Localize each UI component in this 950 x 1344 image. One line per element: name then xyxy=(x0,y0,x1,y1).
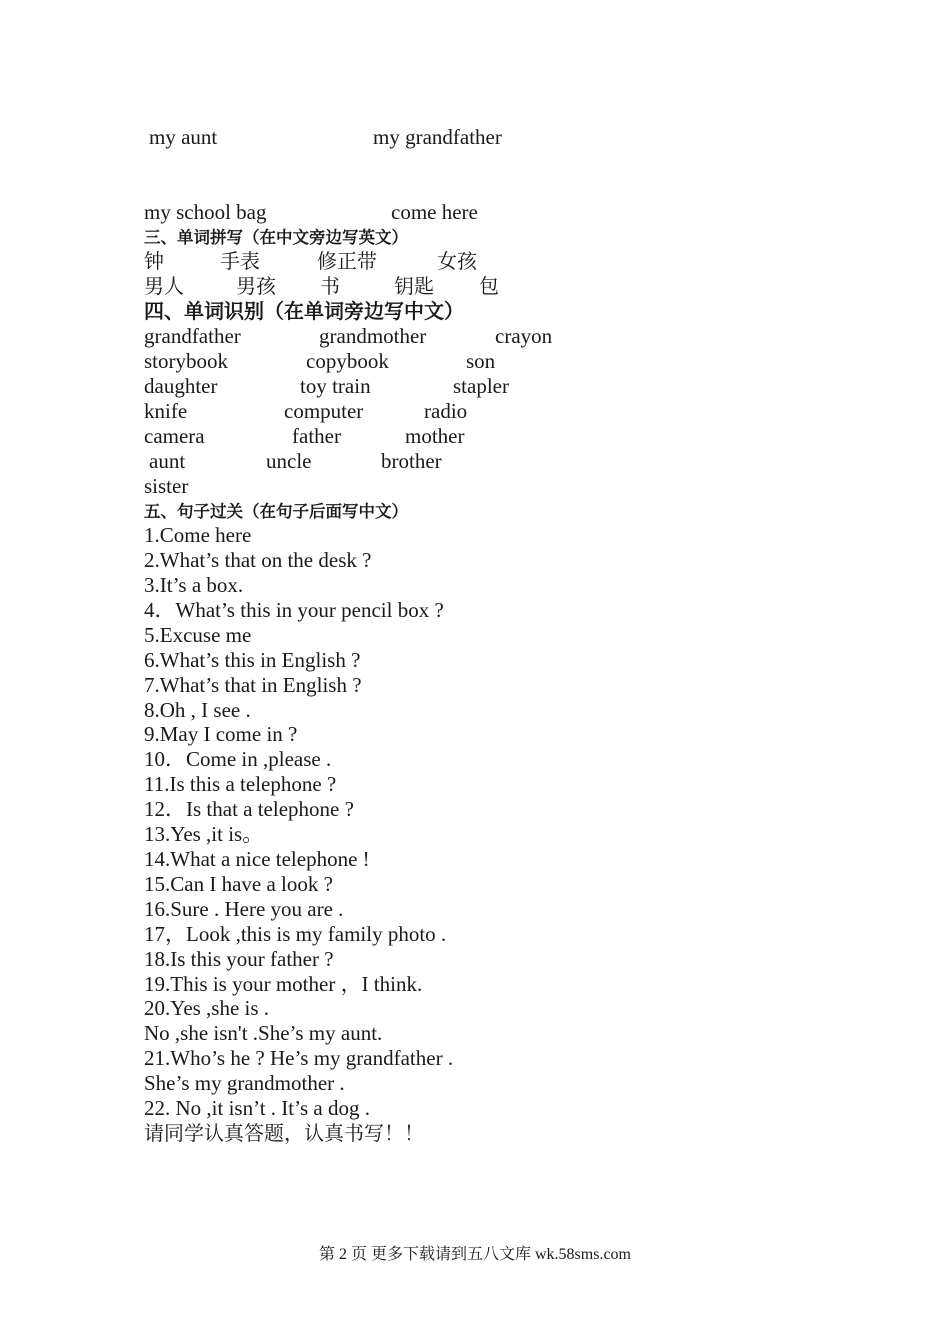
sentence-line: 11.Is this a telephone ? xyxy=(144,772,337,796)
sentence-line: 4．What’s this in your pencil box ? xyxy=(144,598,444,622)
english-word: storybook xyxy=(144,349,228,373)
chinese-word: 包 xyxy=(479,274,499,298)
sentence-line: 9.May I come in ? xyxy=(144,722,298,746)
sentence-line: 19.This is your mother ，I think. xyxy=(144,972,423,996)
sentence-line: 18.Is this your father ? xyxy=(144,947,334,971)
english-word: father xyxy=(292,424,341,448)
phrase: my aunt xyxy=(149,125,218,149)
english-word: stapler xyxy=(453,374,509,398)
chinese-word: 手表 xyxy=(220,249,260,273)
sentence-line: 1.Come here xyxy=(144,523,252,547)
sentence-line: 20.Yes ,she is . xyxy=(144,996,270,1020)
sentence-line: 12．Is that a telephone ? xyxy=(144,797,354,821)
english-word: radio xyxy=(424,399,468,423)
chinese-word: 钥匙 xyxy=(394,274,434,298)
chinese-word: 书 xyxy=(320,274,340,298)
english-word: crayon xyxy=(495,324,553,348)
sentence-line: 3.It’s a box. xyxy=(144,573,244,597)
english-word: mother xyxy=(405,424,465,448)
sentence-line: 2.What’s that on the desk ? xyxy=(144,548,372,572)
sentence-line: 15.Can I have a look ? xyxy=(144,872,333,896)
english-word: camera xyxy=(144,424,205,448)
sentence-line: 7.What’s that in English ? xyxy=(144,673,362,697)
chinese-word: 男孩 xyxy=(236,274,276,298)
section-heading: 四、单词识别（在单词旁边写中文） xyxy=(144,299,464,323)
english-word: daughter xyxy=(144,374,218,398)
english-word: brother xyxy=(381,449,442,473)
chinese-word: 男人 xyxy=(144,274,184,298)
sentence-line: No ,she isn't .She’s my aunt. xyxy=(144,1021,383,1045)
chinese-word: 钟 xyxy=(144,249,164,273)
english-word: aunt xyxy=(149,449,186,473)
phrase: my school bag xyxy=(144,200,267,224)
sentence-line: 16.Sure . Here you are . xyxy=(144,897,344,921)
english-word: knife xyxy=(144,399,188,423)
phrase: my grandfather xyxy=(373,125,502,149)
sentence-line: 14.What a nice telephone ! xyxy=(144,847,370,871)
sentence-line: 10．Come in ,please . xyxy=(144,747,332,771)
english-word: son xyxy=(466,349,496,373)
sentence-line: 5.Excuse me xyxy=(144,623,252,647)
phrase: come here xyxy=(391,200,478,224)
english-word: uncle xyxy=(266,449,312,473)
sentence-line: She’s my grandmother . xyxy=(144,1071,345,1095)
sentence-line: 21.Who’s he ? He’s my grandfather . xyxy=(144,1046,454,1070)
sentence-line: 8.Oh , I see . xyxy=(144,698,251,722)
chinese-word: 修正带 xyxy=(317,249,377,273)
page-footer: 第 2 页 更多下载请到五八文库 wk.58sms.com xyxy=(318,1246,631,1263)
english-word: toy train xyxy=(300,374,371,398)
english-word: grandmother xyxy=(319,324,427,348)
english-word: copybook xyxy=(306,349,389,373)
english-word: sister xyxy=(144,474,189,498)
english-word: grandfather xyxy=(144,324,241,348)
section-heading: 五、句子过关（在句子后面写中文） xyxy=(144,502,408,521)
chinese-word: 女孩 xyxy=(437,249,477,273)
sentence-line: 13.Yes ,it is。 xyxy=(144,822,264,846)
section-heading: 三、单词拼写（在中文旁边写英文） xyxy=(144,228,408,247)
sentence-line: 17，Look ,this is my family photo . xyxy=(144,922,447,946)
sentence-line: 6.What’s this in English ? xyxy=(144,648,361,672)
english-word: computer xyxy=(284,399,364,423)
sentence-line: 22. No ,it isn’t . It’s a dog . xyxy=(144,1096,370,1120)
closing-note: 请同学认真答题，认真书写！！ xyxy=(144,1121,424,1145)
